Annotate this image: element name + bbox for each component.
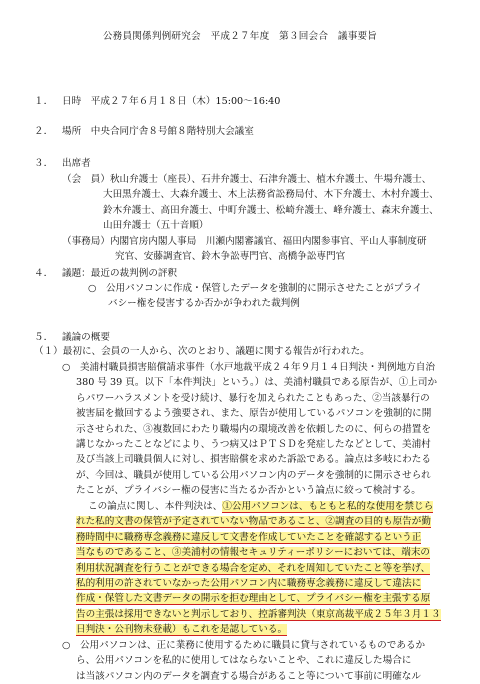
paragraph-line <box>76 591 441 606</box>
document-title: 公務員関係判例研究会 平成２７年度 第３回会合 議事要旨 <box>102 31 378 42</box>
attendee-line: （事務局）内閣官房内閣人事局 川瀬内閣審議官、福田内閣参事官、平山人事制度研 <box>62 235 427 247</box>
paragraph-line <box>76 499 441 514</box>
agenda-item <box>88 281 422 312</box>
paragraph-line <box>76 530 441 545</box>
section-number: ２． <box>34 126 54 137</box>
paragraph-line: 及び当該上司職員個人に対し、損害賠償を求めた訴訟である。論点は多岐にわたる <box>76 454 431 466</box>
section-venue <box>34 124 254 139</box>
paragraph-line: 被害届を撤回するよう強要され、また、原告が使用しているパソコンを強制的に開 <box>76 408 432 420</box>
highlighted-text: 当なものであること、③美浦村の情報セキュリティーポリシーにおいては、端末の <box>76 547 431 559</box>
paragraph-line: 380 号 39 頁。以下「本件判決」という。）は、美浦村職員である原告が、①上司か <box>76 377 438 389</box>
section-attendees <box>34 156 91 171</box>
highlighted-text: 務時間中に職務専念義務に違反して文書を作成していたことを確認するという正 <box>76 531 422 543</box>
section-text: 議題：最近の裁判例の評釈 <box>62 268 178 279</box>
highlighted-text: 作成・保管した文書データの開示を拒む理由として、プライバシー権を主張する原 <box>76 593 431 605</box>
section-text: 日時 平成２７年６月１８日（木）15:00～16:40 <box>62 96 281 107</box>
section-text: 議論の概要 <box>62 332 110 343</box>
paragraph-judgment-highlight <box>76 499 441 638</box>
paragraph-line: ら、公用パソコンを私的に使用してはならないことや、これに違反した場合に <box>76 655 412 667</box>
paragraph-line <box>76 607 441 622</box>
paragraph-line <box>76 545 441 560</box>
highlighted-text: 利用状況調査を行うことができる場合を定め、それを周知していたこと等を挙げ、 <box>76 562 431 574</box>
paragraph-line <box>76 514 441 529</box>
paragraph-line: が、今回は、職員が使用している公用パソコン内のデータを強制的に開示させられ <box>76 469 431 481</box>
discussion-intro <box>34 344 370 359</box>
paragraph-line: 示させられた、③複数回にわたり職場内の環境改善を依頼したのに、何らの措置を <box>76 423 431 435</box>
section-text: 出席者 <box>62 158 91 169</box>
highlighted-text: 私的利用の許されていなかった公用パソコン内に職務専念義務に違反して違法に <box>76 577 422 589</box>
section-number: ５． <box>34 332 54 343</box>
section-number: ３． <box>34 158 54 169</box>
paragraph-pc-rules <box>62 638 425 684</box>
paragraph-line: 講じなかったことなどにより、うつ病又はＰＴＳＤを発症したなどとして、美浦村 <box>76 438 431 450</box>
attendee-line: 山田弁護士（五十音順） <box>103 220 209 232</box>
paragraph-line: は当該パソコン内のデータを調査する場合があること等について事前に明確なル <box>76 670 421 682</box>
attendee-list <box>62 172 439 264</box>
paragraph-line: ○ 美浦村職員損害賠償請求事件（水戸地裁平成２４年９月１４日判決・判例地方自治 <box>62 362 435 373</box>
highlighted-text: 告の主張は採用できないと判示しており、控訴審判決（東京高裁平成２５年３月１３ <box>76 608 441 620</box>
agenda-line: バシー権を侵害するか否かが争われた裁判例 <box>108 298 300 310</box>
paragraph-line <box>76 576 441 591</box>
attendee-line: 究官、安藤調査官、鈴木争訟専門官、高橋争訟専門官 <box>115 250 346 262</box>
highlighted-text: ①公用パソコンは、もともと私的な使用を禁じら <box>222 501 434 512</box>
paragraph-line: らパワーハラスメントを受け続け、暴行を加えられたこともあった、②当該暴行の <box>76 392 430 404</box>
agenda-line: ○ 公用パソコンに作成・保管したデータを強制的に開示させたことがプライ <box>88 283 423 294</box>
paragraph-line: ○ 公用パソコンは、正に業務に使用するために職員に貸与されているものであるか <box>62 640 426 651</box>
highlighted-text: 日判決・公刊物未登載）もこれを是認している。 <box>76 624 288 636</box>
section-number: １． <box>34 96 54 107</box>
section-agenda <box>34 266 177 281</box>
intro-line: （１）最初に、会員の一人から、次のとおり、議題に関する報告が行われた。 <box>34 346 370 357</box>
paragraph-line: たことが、プライバシー権の侵害に当たるか否かという論点に絞って検討する。 <box>76 485 421 497</box>
paragraph-line <box>76 622 441 637</box>
paragraph-lead: この論点に関し、本件判決は、 <box>88 501 223 512</box>
paragraph-line <box>76 561 441 576</box>
highlighted-text: れた私的文書の保管が予定されていない物品であること、②調査の目的も原告が勤 <box>76 516 431 528</box>
attendee-line: 大田黒弁護士、大森弁護士、木上法務省訟務局付、木下弁護士、木村弁護士、 <box>103 189 439 201</box>
paragraph-case-summary <box>62 360 437 499</box>
section-number: ４． <box>34 268 54 279</box>
section-text: 場所 中央合同庁舎８号館８階特別大会議室 <box>62 126 254 137</box>
section-datetime <box>34 94 280 109</box>
attendee-line: 鈴木弁護士、高田弁護士、中町弁護士、松崎弁護士、峰弁護士、森末弁護士、 <box>103 204 439 216</box>
attendee-line: （会 員）秋山弁護士（座長）、石井弁護士、石津弁護士、植木弁護士、牛場弁護士、 <box>62 174 432 185</box>
